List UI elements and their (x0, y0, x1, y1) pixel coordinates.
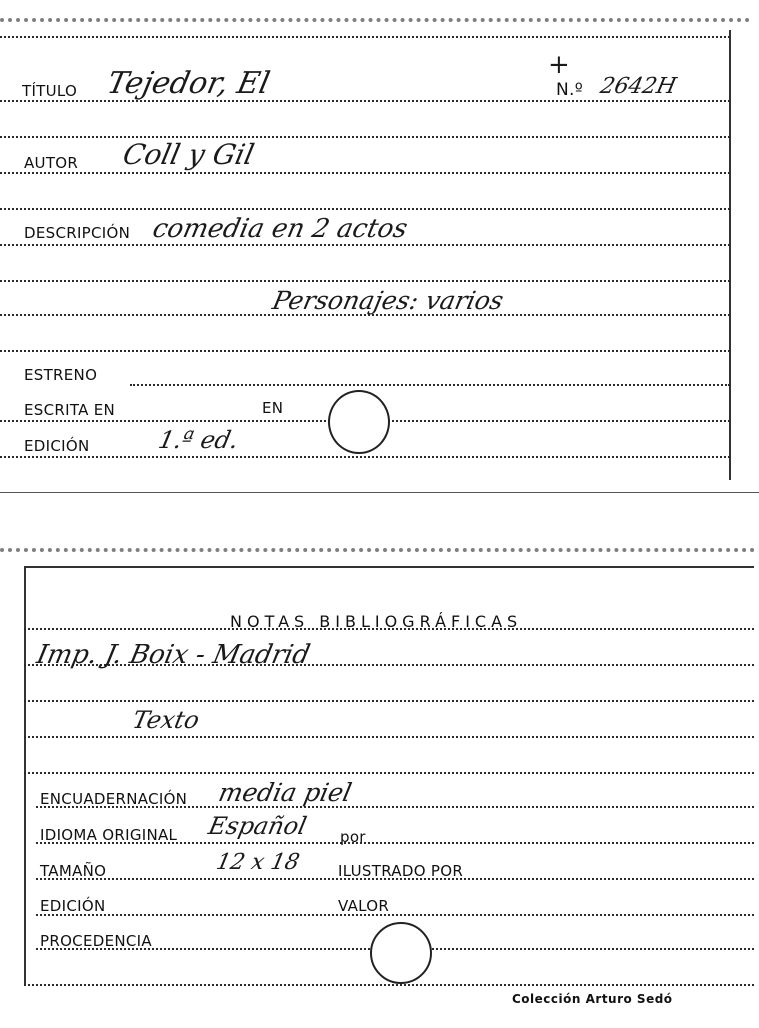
rule-line (0, 36, 730, 38)
scan-noise-bottom (0, 548, 755, 556)
rule-line (0, 280, 730, 282)
rule-line (130, 384, 730, 386)
procedencia-label: PROCEDENCIA (40, 932, 152, 950)
idioma-label: IDIOMA ORIGINAL (40, 826, 178, 844)
rule-line (36, 914, 754, 916)
rule-line (0, 172, 730, 174)
tamano-label: TAMAÑO (40, 862, 107, 880)
collection-footer: Colección Arturo Sedó (512, 992, 673, 1006)
rule-line (24, 772, 754, 774)
escrita-label: ESCRITA EN (24, 401, 116, 419)
personajes-value: Personajes: varios (270, 286, 507, 315)
en-label: EN (262, 399, 284, 417)
edicion2-label: EDICIÓN (40, 897, 106, 915)
rule-line (0, 244, 730, 246)
card-top-right-border (729, 30, 731, 480)
punch-hole-2 (370, 922, 432, 984)
edicion-label: EDICIÓN (24, 437, 90, 455)
descripcion-label: DESCRIPCIÓN (24, 224, 131, 242)
encuadernacion-label: ENCUADERNACIÓN (40, 790, 188, 808)
card-top-bottom-edge (0, 492, 759, 493)
rule-line (0, 208, 730, 210)
scan-noise-top (0, 18, 750, 26)
descripcion-value: comedia en 2 actos (150, 214, 411, 244)
tamano-value: 12 x 18 (214, 850, 302, 875)
edicion-value: 1.ª ed. (156, 426, 242, 454)
idioma-value: Español (206, 812, 310, 840)
rule-line (24, 736, 754, 738)
note-line-1: Imp. J. Boix - Madrid (34, 640, 313, 670)
rule-line (24, 700, 754, 702)
rule-line (24, 984, 754, 986)
por-label: por (340, 828, 366, 846)
titulo-value: Tejedor, El (104, 66, 273, 101)
notas-title: NOTAS BIBLIOGRÁFICAS (230, 612, 523, 631)
numero-mark: + (548, 50, 570, 80)
punch-hole (328, 390, 390, 454)
ilustrado-label: ILUSTRADO POR (338, 862, 464, 880)
estreno-label: ESTRENO (24, 366, 98, 384)
rule-line (0, 350, 730, 352)
rule-line (0, 456, 730, 458)
note-line-2: Texto (130, 706, 202, 734)
autor-label: AUTOR (24, 154, 79, 172)
numero-value: 2642H (598, 74, 679, 99)
numero-label: N.º (556, 80, 584, 100)
titulo-label: TÍTULO (22, 82, 78, 100)
encuadernacion-value: media piel (216, 778, 355, 807)
autor-value: Coll y Gil (120, 138, 258, 171)
valor-label: VALOR (338, 897, 390, 915)
rule-line (0, 136, 730, 138)
card-bottom-top-border (24, 566, 754, 568)
